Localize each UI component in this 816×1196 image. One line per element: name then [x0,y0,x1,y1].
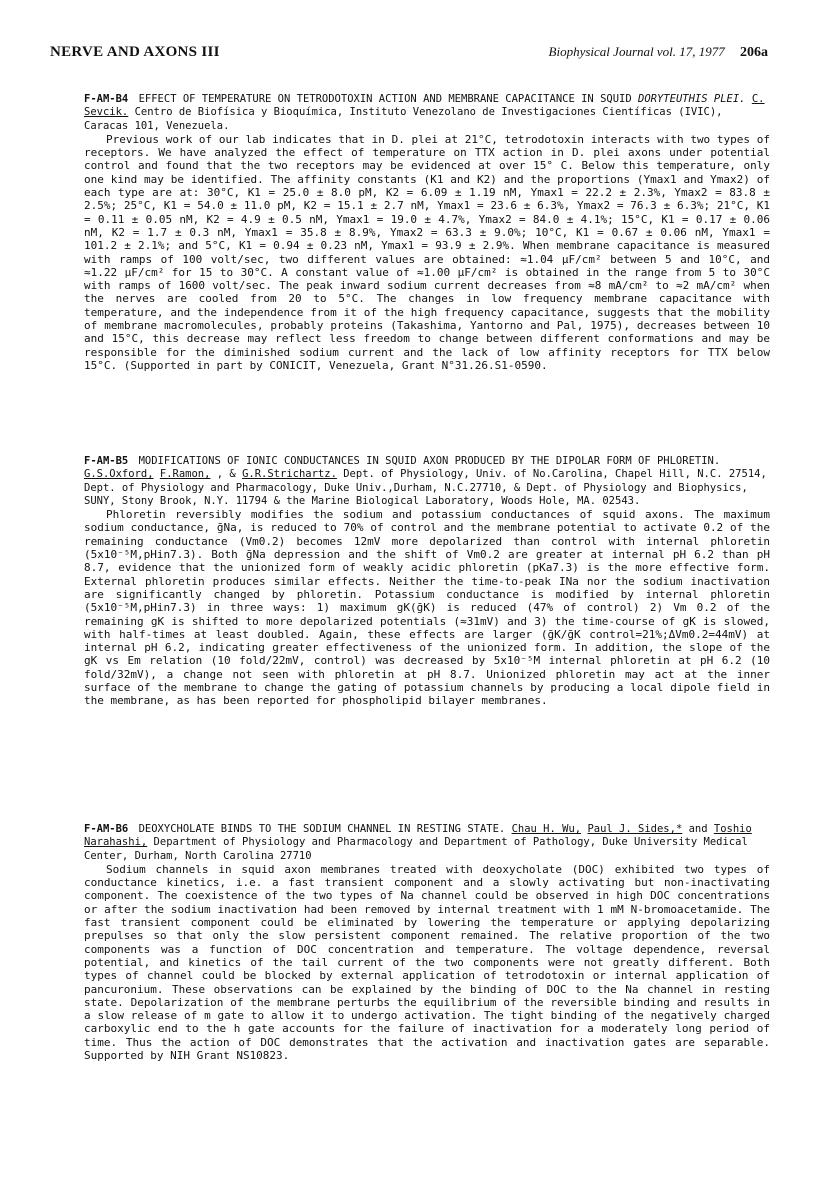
abstract-author: Paul J. Sides,* [587,823,683,835]
abstract-affiliation: Dept. of Physiology, Univ. of No.Carolina, Chapel Hill, N.C. 27514, Dept. of Physiology and Pharmacology, Duke Univ.,Durham, N.C.27710, & Dept. of Physiology and Biophysics, SUNY, Stony Brook, N.Y. 11794 & the Marine Biological Laboratory, Woods Hole, MA. 02543. [84,468,767,507]
abstract-title: MODIFICATIONS OF IONIC CONDUCTANCES IN SQUID AXON PRODUCED BY THE DIPOLAR FORM OF PHLORETIN. [138,455,721,467]
abstract-f-am-b4 [84,93,770,372]
journal-citation: Biophysical Journal vol. 17, 1977 [548,44,725,59]
abstract-f-am-b5 [84,455,770,708]
abstract-id: F-AM-B4 [84,93,129,105]
abstract-author: C. Sevcik. [84,93,765,119]
page-header [50,44,768,66]
abstract-heading [84,455,770,508]
abstract-author: G.S.Oxford, [84,468,154,481]
abstract-id: F-AM-B5 [84,455,129,467]
abstract-title: EFFECT OF TEMPERATURE ON TETRODOTOXIN ACTION AND MEMBRANE CAPACITANCE IN SQUID [138,93,632,105]
abstract-author: F.Ramon, [159,468,211,481]
abstract-title: DEOXYCHOLATE BINDS TO THE SODIUM CHANNEL IN RESTING STATE. [138,823,506,835]
abstract-heading [84,93,770,133]
abstract-body: Phloretin reversibly modifies the sodium and potassium conductances of squid axons. The maximum sodium conductance, ḡNa, is reduced to 70% of control and the membrane potential to activate 0.2 of the remaining conductance (Vm0.2) becomes 12mV more depolarized than control with internal phloretin (5x10⁻⁵M,pHin7.3). Both ḡNa depression and the shift of Vm0.2 are greater at internal pH 6.2 than pH 8.7, evidence that the unionized form of weakly acidic phloretin (pKa7.3) is the more effective form. External phloretin produces similar effects. Neither the time-to-peak INa nor the sodium inactivation are significantly changed by phloretin. Potassium conductance is modified by internal phloretin (5x10⁻⁵M,pHin7.3) in three ways: 1) maximum gK(ḡK) is reduced (47% of control) 2) Vm 0.2 of the remaining gK is shifted to more depolarized potentials (≈31mV) and 3) the time-course of gK is slowed, with half-times at least doubled. Again, these effects are larger (ḡK/ḡK control=21%;ΔVm0.2=44mV) at internal pH 6.2, indicating greater effectiveness of the unionized form. In addition, the slope of the gK vs Em relation (10 fold/22mV, control) was decreased by 5x10⁻⁵M internal phloretin at pH 6.2 (10 fold/32mV), a change not seen with phloretin at pH 8.7. Unionized phloretin may act at the inner surface of the membrane to change the gating of potassium channels by producing a local dipole field in the membrane, as has been reported for phospholipid bilayer membranes. [84,508,770,708]
journal-info [549,44,768,61]
abstract-author: Toshio Narahashi, [84,823,752,849]
abstract-heading [84,823,770,863]
abstract-affiliation: Department of Physiology and Pharmacology and Department of Pathology, Duke University Medical Center, Durham, North Carolina 27710 [84,836,748,862]
abstract-author: Chau H. Wu, [511,823,582,835]
section-title: NERVE AND AXONS III [50,44,220,60]
abstract-f-am-b6 [84,823,770,1062]
author-separator: , & [216,468,243,481]
abstract-title-species: DORYTEUTHIS PLEI. [638,93,746,105]
author-separator: and [682,823,714,835]
abstract-affiliation: Centro de Biofísica y Bioquímica, Instituto Venezolano de Investigaciones Científicas (IVIC), Caracas 101, Venezuela. [84,106,723,132]
abstract-body: Previous work of our lab indicates that in D. plei at 21°C, tetrodotoxin interacts with two types of receptors. We have analyzed the effect of temperature on TTX action in D. plei axons under potential control and found that the two receptors may be evidenced at over 15° C. Below this temperature, only one kind may be identified. The affinity constants (K1 and K2) and the proportions (Ymax1 and Ymax2) of each type are at: 30°C, K1 = 25.0 ± 8.0 pM, K2 = 6.09 ± 1.19 nM, Ymax1 = 22.2 ± 2.3%, Ymax2 = 83.8 ± 2.5%; 25°C, K1 = 54.0 ± 11.0 pM, K2 = 15.1 ± 2.7 nM, Ymax1 = 23.6 ± 6.3%, Ymax2 = 76.3 ± 6.3%; 21°C, K1 = 0.11 ± 0.05 nM, K2 = 4.9 ± 0.5 nM, Ymax1 = 19.0 ± 4.7%, Ymax2 = 84.0 ± 4.1%; 15°C, K1 = 0.17 ± 0.06 nM, K2 = 1.7 ± 0.3 nM, Ymax1 = 35.8 ± 8.9%, Ymax2 = 63.3 ± 9.0%; 10°C, K1 = 0.67 ± 0.06 nM, Ymax1 = 101.2 ± 2.1%; and 5°C, K1 = 0.94 ± 0.23 nM, Ymax1 = 93.9 ± 2.9%. When membrane capacitance is measured with ramps of 100 volt/sec, two different values are obtained: ≈1.04 μF/cm² between 5 and 10°C, and ≈1.22 μF/cm² for 15 to 30°C. A constant value of ≈1.00 μF/cm² is obtained in the range from 5 to 30°C with ramps of 1600 volt/sec. The peak inward sodium current decreases from ≈8 mA/cm² to ≈2 mA/cm² when the nerves are cooled from 20 to 5°C. The changes in low frequency membrane capacitance with temperature, and the independence from it of the high frequency capacitance, suggests that the mobility of membrane macromolecules, probably proteins (Takashima, Yantorno and Pal, 1975), decreases between 10 and 15°C, this decrease may reflect less freedom to change between different conformations and may be responsible for the diminished sodium current and the lack of low affinity receptors for TTX below 15°C. (Supported in part by CONICIT, Venezuela, Grant N°31.26.S1-0590. [84,132,770,372]
abstract-author: G.R.Strichartz. [242,468,337,481]
abstract-body: Sodium channels in squid axon membranes treated with deoxycholate (DOC) exhibited two types of conductance kinetics, i.e. a fast transient component and a slowly activating but non-inactivating component. The coexistence of the two types of Na channel could be observed in high DOC concentrations or after the sodium inactivation had been removed by internal treatment with 1 mM N-bromoacetamide. The fast transient component could be eliminated by lowering the temperature or applying depolarizing prepulses so that only the slow persistent component remained. The relative proportion of the two components was a function of DOC concentration and temperature. The voltage dependence, reversal potential, and kinetics of the tail current of the two components were not greatly different. Both types of channel could be blocked by external application of tetrodotoxin or internal application of pancuronium. These observations can be explained by the binding of DOC to the Na channel in resting state. Depolarization of the membrane perturbs the equilibrium of the reversible binding and results in a slow release of m gate to allow it to undergo activation. The tight binding of the negatively charged carboxylic end to the h gate accounts for the failure of inactivation for a moderately long period of time. Thus the action of DOC demonstrates that the activation and inactivation gates are separable. Supported by NIH Grant NS10823. [84,862,770,1063]
abstract-id: F-AM-B6 [84,823,129,835]
page-number: 206a [740,45,768,60]
